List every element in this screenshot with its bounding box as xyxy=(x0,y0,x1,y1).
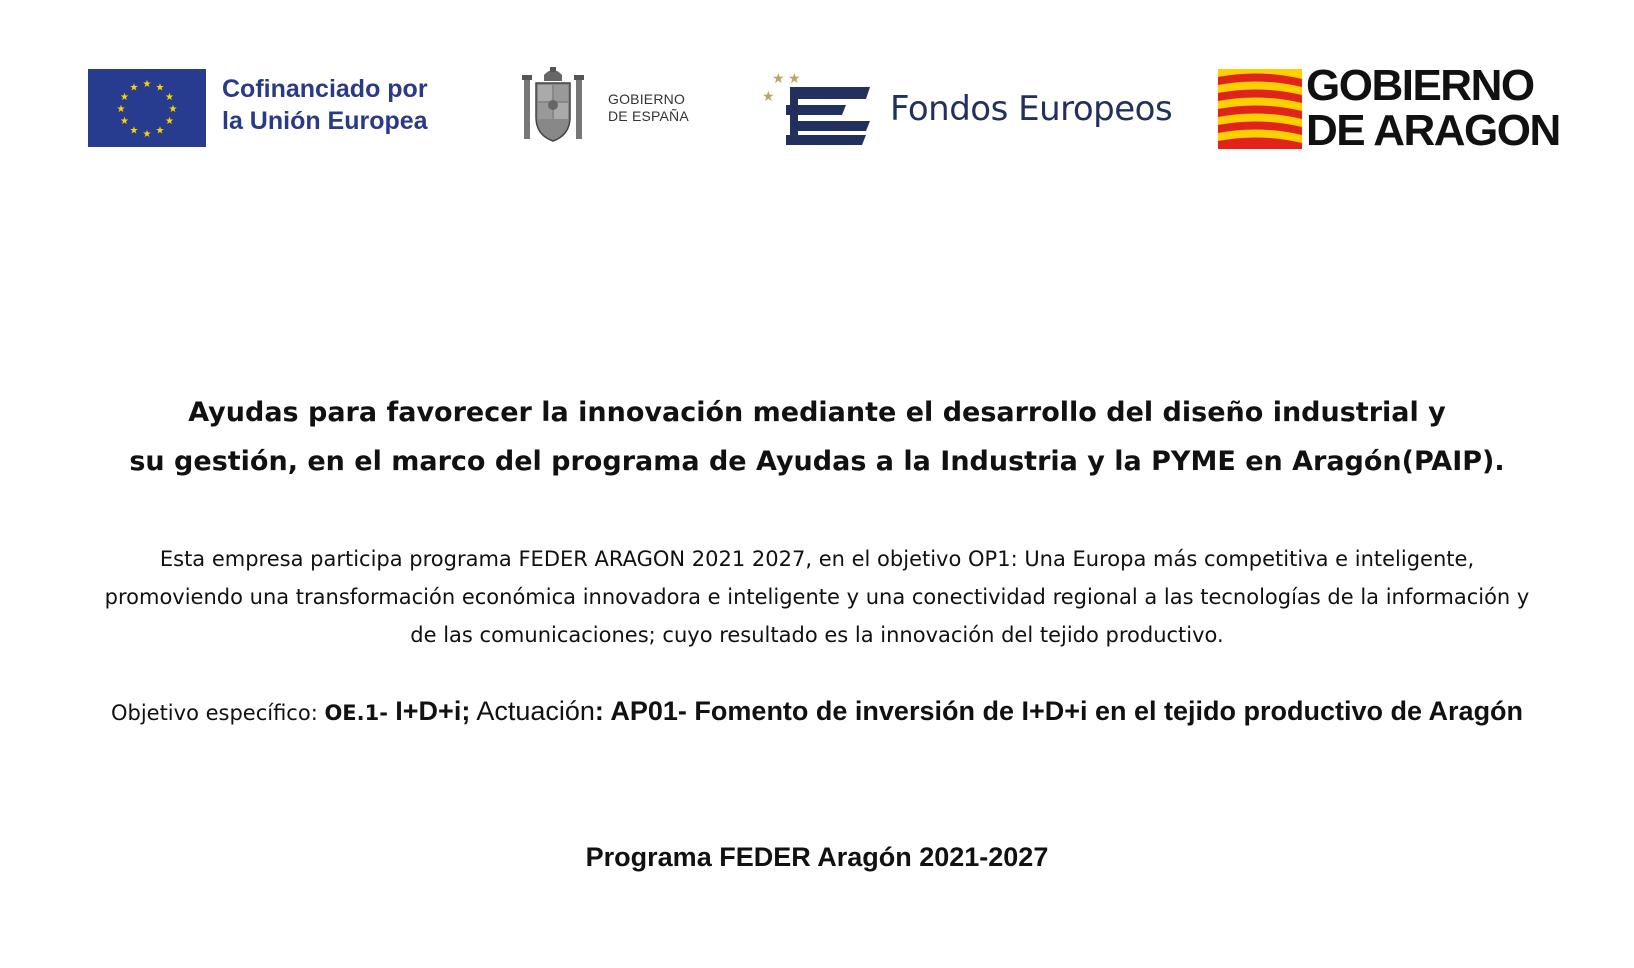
program-name: Programa FEDER Aragón 2021-2027 xyxy=(585,842,1049,872)
svg-text:★: ★ xyxy=(120,92,129,103)
svg-text:★: ★ xyxy=(165,116,174,127)
logo-band xyxy=(0,55,1634,165)
svg-text:★: ★ xyxy=(772,71,785,87)
eu-logo-line1: Cofinanciado por xyxy=(222,75,428,103)
svg-text:★: ★ xyxy=(788,71,801,87)
objective-idi: I+D+i; xyxy=(395,696,471,726)
svg-text:★: ★ xyxy=(165,92,174,103)
title-line2: su gestión, en el marco del programa de Ayudas a la Industria y la PYME en Aragón(PAIP). xyxy=(129,446,1505,477)
svg-text:★: ★ xyxy=(168,104,178,115)
svg-text:★: ★ xyxy=(120,116,129,127)
spain-logo-line2: DE ESPAÑA xyxy=(608,108,689,124)
paragraph-line2: promoviendo una transformación económica innovadora e inteligente y una conectividad regional a las tecnologías de la información y xyxy=(104,585,1530,609)
paragraph-line1: Esta empresa participa programa FEDER ARAGON 2021 2027, en el objetivo OP1: Una Europa más competitiva e inteligente, xyxy=(159,547,1475,571)
svg-text:★: ★ xyxy=(129,82,139,94)
svg-text:★: ★ xyxy=(116,104,126,115)
title-line1: Ayudas para favorecer la innovación mediante el desarrollo del diseño industrial y xyxy=(188,397,1446,428)
specific-objective-line xyxy=(0,696,1634,727)
objective-code: OE.1- xyxy=(324,701,396,725)
participation-paragraph xyxy=(0,540,1634,654)
svg-text:★: ★ xyxy=(155,125,165,137)
eu-flag-icon xyxy=(88,69,206,147)
eu-logo-text xyxy=(222,73,428,137)
fondos-europeos-logo xyxy=(762,69,1182,149)
actuacion-label: Actuación xyxy=(470,696,595,726)
svg-text:★: ★ xyxy=(762,89,775,105)
aragon-logo-text xyxy=(1306,63,1560,153)
aragon-flag-icon xyxy=(1218,69,1302,149)
spain-logo-text xyxy=(608,91,689,125)
spain-crest-icon xyxy=(522,65,584,149)
paragraph-line3: de las comunicaciones; cuyo resultado es la innovación del tejido productivo. xyxy=(410,623,1224,647)
aragon-logo-line1: GOBIERNO xyxy=(1306,61,1534,110)
fondos-europeos-text: Fondos Europeos xyxy=(890,89,1173,129)
actuacion-description: : AP01- Fomento de inversión de I+D+i en el tejido productivo de Aragón xyxy=(594,696,1524,726)
objective-label: Objetivo específico: xyxy=(110,701,325,725)
document-title xyxy=(0,388,1634,486)
svg-text:★: ★ xyxy=(155,82,165,94)
svg-text:★: ★ xyxy=(129,125,139,137)
svg-text:★: ★ xyxy=(142,129,152,140)
fondos-europeos-icon xyxy=(762,69,880,149)
spain-logo-line1: GOBIERNO xyxy=(608,91,686,107)
svg-text:★: ★ xyxy=(142,79,152,90)
eu-cofinanced-logo xyxy=(88,69,488,147)
gobierno-aragon-logo xyxy=(1218,63,1598,155)
gobierno-espana-logo xyxy=(522,65,702,149)
aragon-logo-line2: DE ARAGON xyxy=(1306,106,1560,155)
eu-logo-line2: la Unión Europea xyxy=(222,107,428,135)
